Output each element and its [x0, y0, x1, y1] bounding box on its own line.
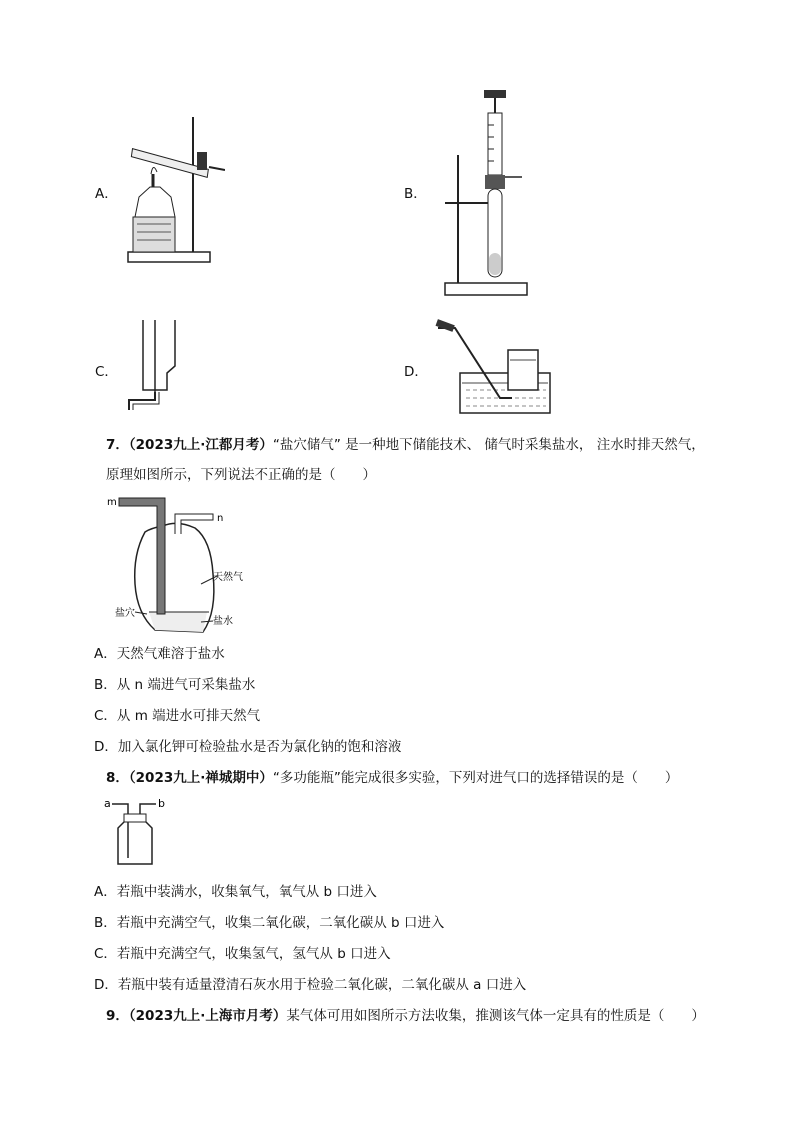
q8-option-d: D．若瓶中装有适量澄清石灰水用于检验二氧化碳，二氧化碳从 a 口进入 [94, 977, 527, 993]
q8-option-a: A．若瓶中装满水，收集氧气，氧气从 b 口进入 [94, 884, 377, 900]
q8-number: 8． [106, 770, 129, 786]
option-c-label: C． [95, 364, 118, 380]
label-salt-cave: 盐穴 [115, 608, 135, 619]
q9-source: （2023九上·上海市月考） [128, 1008, 287, 1024]
q7-stem-line1 [106, 436, 705, 454]
inverted-bottle-figure [125, 318, 185, 413]
q7-option-a: A．天然气难溶于盐水 [94, 646, 225, 662]
label-a: a [104, 797, 111, 810]
option-d-label: D． [404, 364, 428, 380]
syringe-tube-apparatus-figure [440, 85, 535, 300]
option-a-label: A． [95, 186, 118, 202]
label-b: b [158, 797, 165, 810]
q8-option-c: C．若瓶中充满空气，收集氢气，氢气从 b 口进入 [94, 946, 391, 962]
water-trough-collection-figure [430, 318, 560, 418]
q8-source: （2023九上·禅城期中） [128, 770, 273, 786]
q9-number: 9． [106, 1008, 129, 1024]
label-natural-gas: 天然气 [213, 572, 243, 583]
q8-stem [106, 769, 678, 787]
q8-stem-text: “多功能瓶”能完成很多实验，下列对进气口的选择错误的是（ ） [272, 770, 679, 786]
salt-cave-storage-figure [105, 494, 255, 644]
label-brine: 盐水 [213, 616, 233, 627]
option-b-label: B． [404, 186, 427, 202]
q7-stem-text: “盐穴储气” 是一种地下储能技术、 储气时采集盐水， 注水时排天然气， [272, 437, 705, 453]
heating-tube-apparatus-figure [125, 112, 225, 267]
q8-option-b: B．若瓶中充满空气，收集二氧化碳，二氧化碳从 b 口进入 [94, 915, 445, 931]
multifunction-bottle-figure [104, 796, 174, 868]
q7-option-c: C．从 m 端进水可排天然气 [94, 708, 261, 724]
q7-source: （2023九上·江都月考） [128, 437, 273, 453]
label-m: m [107, 497, 117, 508]
label-n: n [217, 513, 224, 524]
q9-stem [106, 1007, 705, 1025]
q7-option-b: B．从 n 端进气可采集盐水 [94, 677, 256, 693]
q9-stem-text: 某气体可用如图所示方法收集，推测该气体一定具有的性质是（ ） [286, 1008, 705, 1024]
q7-option-d: D．加入氯化钾可检验盐水是否为氯化钠的饱和溶液 [94, 739, 402, 755]
q7-stem-line2: 原理如图所示，下列说法不正确的是（ ） [106, 467, 376, 483]
q7-number: 7． [106, 437, 129, 453]
